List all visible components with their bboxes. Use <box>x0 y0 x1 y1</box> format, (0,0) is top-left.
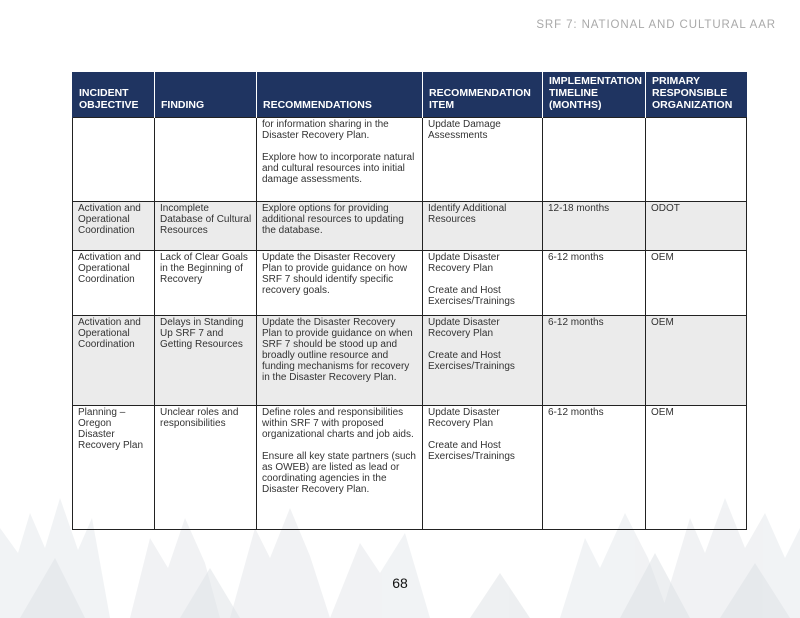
recommendation-text: Update the Disaster Recovery Plan to provide guidance on when SRF 7 should be stood up and broadly outline resource and funding mechanisms for recovery in the Disaster Recovery Plan. <box>262 317 413 383</box>
recommendation-item-text: Update Disaster Recovery Plan <box>428 407 500 429</box>
cell-finding: Incomplete Database of Cultural Resources <box>155 202 257 251</box>
cell-incident-objective: Activation and Operational Coordination <box>73 251 155 316</box>
recommendations-table <box>72 72 747 530</box>
cell-incident-objective: Activation and Operational Coordination <box>73 316 155 406</box>
cell-finding: Lack of Clear Goals in the Beginning of Recovery <box>155 251 257 316</box>
cell-recommendation-item <box>423 251 543 316</box>
table-row <box>73 251 747 316</box>
cell-timeline: 6-12 months <box>543 406 646 530</box>
cell-timeline <box>543 118 646 202</box>
cell-finding: Delays in Standing Up SRF 7 and Getting Resources <box>155 316 257 406</box>
column-header-incident-objective: INCIDENT OBJECTIVE <box>73 72 155 118</box>
recommendation-item-text: Identify Additional Resources <box>428 203 507 225</box>
cell-recommendations <box>257 251 423 316</box>
cell-organization <box>646 118 747 202</box>
recommendation-item-text: Create and Host Exercises/Trainings <box>428 440 515 462</box>
recommendation-item-text: Update Disaster Recovery Plan <box>428 252 500 274</box>
recommendation-text: Explore how to incorporate natural and cultural resources into initial damage assessments. <box>262 152 415 185</box>
cell-finding <box>155 118 257 202</box>
cell-organization: ODOT <box>646 202 747 251</box>
recommendation-item-text: Update Damage Assessments <box>428 119 501 141</box>
cell-recommendation-item <box>423 406 543 530</box>
document-running-header: SRF 7: NATIONAL AND CULTURAL AAR <box>536 19 776 31</box>
table-row <box>73 316 747 406</box>
cell-timeline: 12-18 months <box>543 202 646 251</box>
cell-incident-objective <box>73 118 155 202</box>
cell-recommendation-item <box>423 316 543 406</box>
column-header-finding: FINDING <box>155 72 257 118</box>
recommendation-item-text: Create and Host Exercises/Trainings <box>428 285 515 307</box>
cell-recommendation-item <box>423 202 543 251</box>
page-number: 68 <box>392 575 408 591</box>
cell-organization: OEM <box>646 406 747 530</box>
cell-recommendations <box>257 202 423 251</box>
cell-recommendations <box>257 406 423 530</box>
recommendation-item-text: Update Disaster Recovery Plan <box>428 317 500 339</box>
cell-incident-objective: Planning – Oregon Disaster Recovery Plan <box>73 406 155 530</box>
recommendation-text: Update the Disaster Recovery Plan to provide guidance on how SRF 7 should identify specific recovery goals. <box>262 252 408 296</box>
cell-recommendations <box>257 118 423 202</box>
recommendation-text: for information sharing in the Disaster Recovery Plan. <box>262 119 389 141</box>
table-header-row <box>73 72 747 118</box>
recommendation-text: Ensure all key state partners (such as OWEB) are listed as lead or coordinating agencies in the Disaster Recovery Plan. <box>262 451 416 495</box>
table-row <box>73 202 747 251</box>
cell-recommendation-item <box>423 118 543 202</box>
cell-recommendations <box>257 316 423 406</box>
cell-incident-objective: Activation and Operational Coordination <box>73 202 155 251</box>
column-header-recommendations: RECOMMENDATIONS <box>257 72 423 118</box>
table-row <box>73 406 747 530</box>
recommendation-text: Explore options for providing additional resources to updating the database. <box>262 203 404 236</box>
table-row <box>73 118 747 202</box>
cell-finding: Unclear roles and responsibilities <box>155 406 257 530</box>
column-header-recommendation-item: RECOMMENDATION ITEM <box>423 72 543 118</box>
cell-organization: OEM <box>646 251 747 316</box>
column-header-implementation-timeline: IMPLEMENTATION TIMELINE (MONTHS) <box>543 72 646 118</box>
cell-timeline: 6-12 months <box>543 316 646 406</box>
cell-timeline: 6-12 months <box>543 251 646 316</box>
cell-organization: OEM <box>646 316 747 406</box>
recommendation-item-text: Create and Host Exercises/Trainings <box>428 350 515 372</box>
recommendation-text: Define roles and responsibilities within SRF 7 with proposed organizational charts and job aids. <box>262 407 414 440</box>
column-header-primary-responsible-organization: PRIMARY RESPONSIBLE ORGANIZATION <box>646 72 747 118</box>
